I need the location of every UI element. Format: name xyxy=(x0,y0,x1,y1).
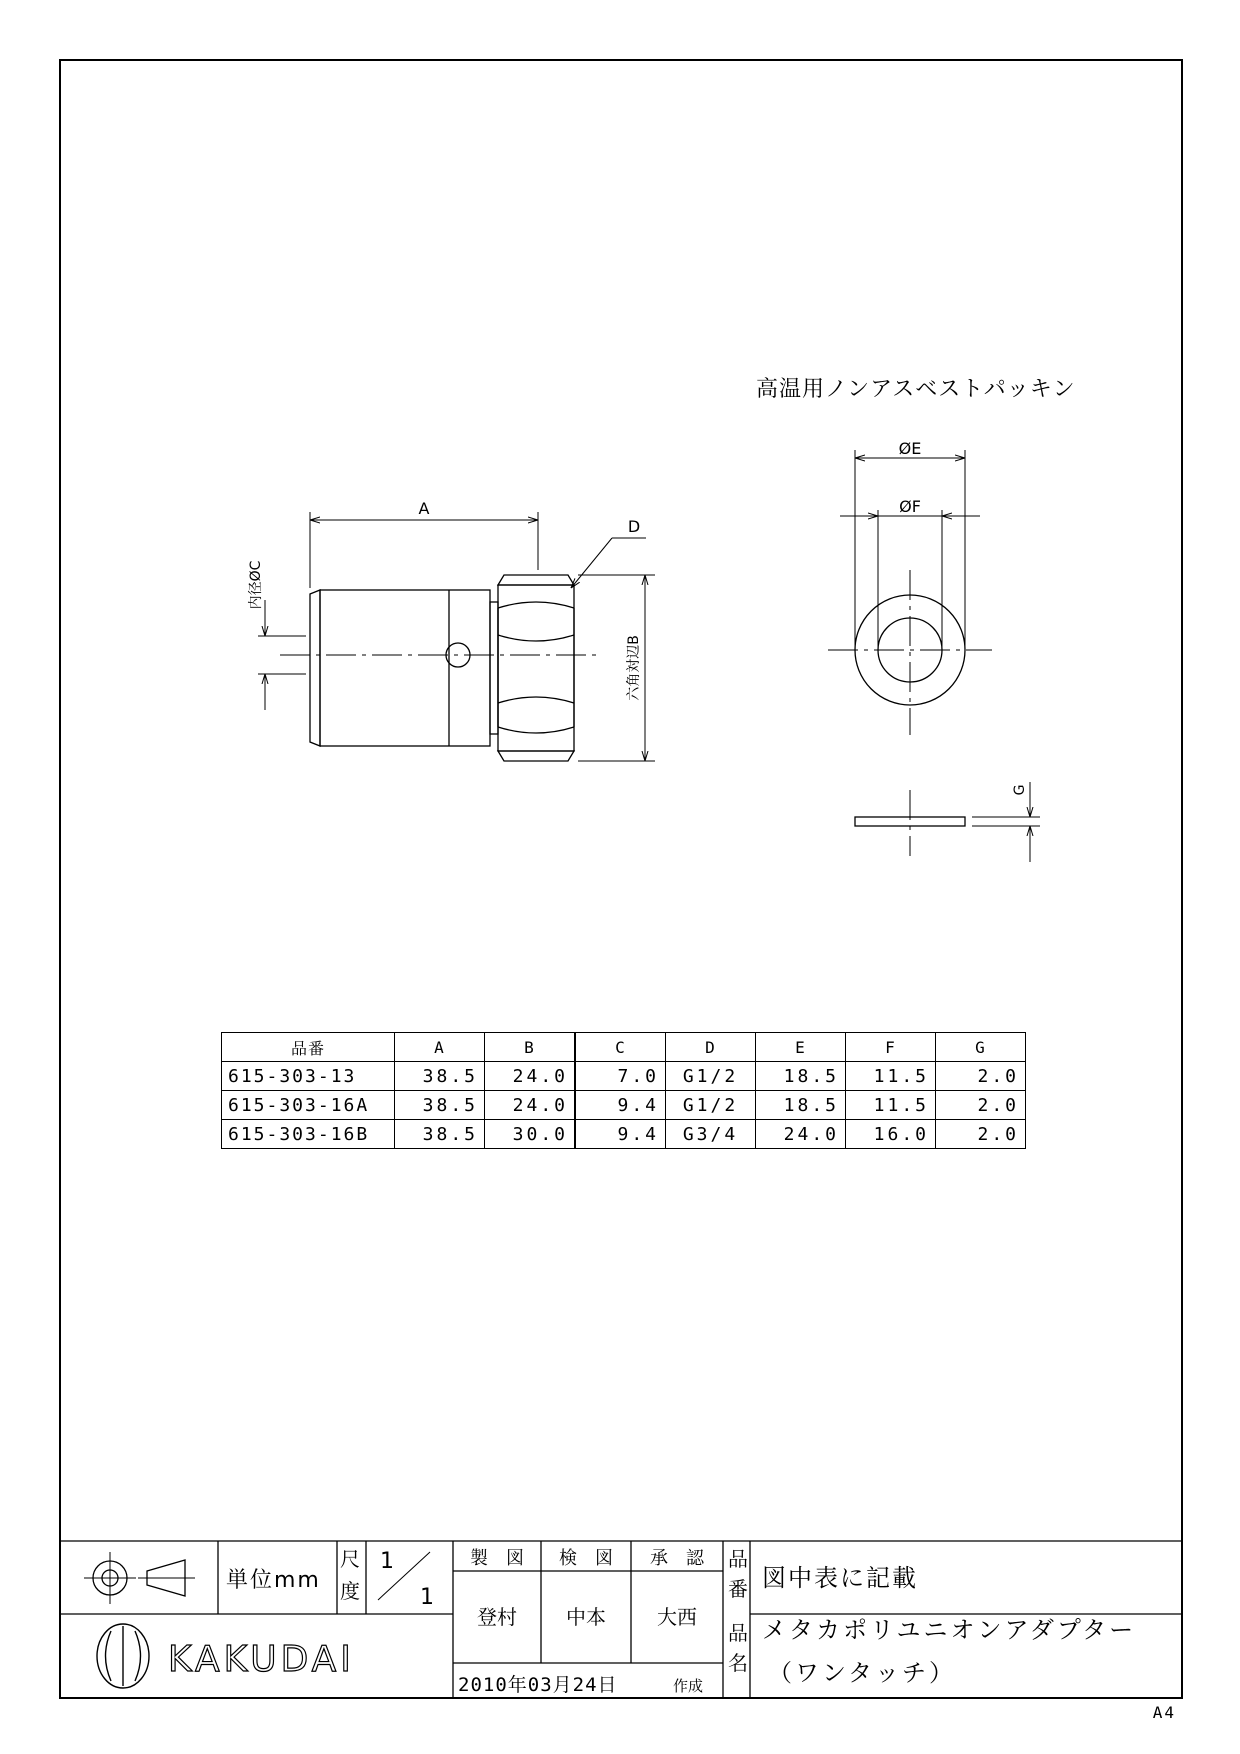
scale-numerator: 1 xyxy=(380,1549,394,1574)
cell-g: 2.0 xyxy=(936,1120,1026,1149)
cell-f: 11.5 xyxy=(846,1091,936,1120)
table-row xyxy=(222,1091,1026,1120)
label-dia-f: ØF xyxy=(899,497,921,516)
cell-e: 24.0 xyxy=(756,1120,846,1149)
drawing-date: 2010年03月24日 xyxy=(458,1674,618,1696)
cell-f: 16.0 xyxy=(846,1120,936,1149)
header-b: B xyxy=(485,1033,576,1062)
cell-d: G3/4 xyxy=(666,1120,756,1149)
header-f: F xyxy=(846,1033,936,1062)
projection-symbol-icon xyxy=(84,1552,195,1604)
cell-g: 2.0 xyxy=(936,1062,1026,1091)
adapter-side-view xyxy=(280,575,600,761)
cell-part-no: 615-303-16A xyxy=(222,1091,395,1120)
drawn-label: 製 図 xyxy=(470,1548,524,1569)
kakudai-logo-icon xyxy=(97,1624,149,1688)
label-d: D xyxy=(627,517,641,536)
cell-a: 38.5 xyxy=(395,1120,485,1149)
cell-c: 9.4 xyxy=(575,1091,666,1120)
drawn-by: 登村 xyxy=(477,1605,517,1629)
approved-label: 承 認 xyxy=(650,1548,704,1569)
cell-part-no: 615-303-16B xyxy=(222,1120,395,1149)
header-g: G xyxy=(936,1033,1026,1062)
header-part-no: 品番 xyxy=(222,1033,395,1062)
checked-label: 検 図 xyxy=(559,1548,613,1569)
header-c: C xyxy=(575,1033,666,1062)
header-d: D xyxy=(666,1033,756,1062)
part-name-label-1: 品 xyxy=(728,1621,748,1645)
scale-label-2: 度 xyxy=(340,1579,360,1603)
cell-a: 38.5 xyxy=(395,1062,485,1091)
created-label: 作成 xyxy=(672,1677,704,1695)
sheet-size: A4 xyxy=(1152,1703,1176,1722)
dimension-b xyxy=(578,575,655,761)
dimension-d-leader xyxy=(571,538,646,588)
cell-f: 11.5 xyxy=(846,1062,936,1091)
label-inner-dia-c: 内径ØC xyxy=(248,560,264,610)
spec-table xyxy=(221,1032,1026,1149)
scale-denominator: 1 xyxy=(420,1585,434,1610)
part-no-value: 図中表に記載 xyxy=(762,1564,918,1592)
brand-wordmark: KAKUDAI xyxy=(168,1639,355,1680)
table-row xyxy=(222,1062,1026,1091)
dimension-a xyxy=(310,512,538,588)
header-e: E xyxy=(756,1033,846,1062)
label-hex-b: 六角対辺B xyxy=(626,635,642,701)
cell-c: 9.4 xyxy=(575,1120,666,1149)
cell-b: 24.0 xyxy=(485,1091,576,1120)
cell-part-no: 615-303-13 xyxy=(222,1062,395,1091)
cell-e: 18.5 xyxy=(756,1091,846,1120)
cell-a: 38.5 xyxy=(395,1091,485,1120)
scale-label-1: 尺 xyxy=(340,1547,360,1571)
header-a: A xyxy=(395,1033,485,1062)
dimension-g xyxy=(972,782,1040,862)
part-name-line2: （ワンタッチ） xyxy=(768,1659,957,1687)
unit-label: 単位mm xyxy=(226,1568,321,1593)
label-dia-e: ØE xyxy=(898,439,922,458)
packing-edge-view xyxy=(855,790,965,856)
approved-by: 大西 xyxy=(657,1605,697,1629)
part-name-label-2: 名 xyxy=(728,1651,748,1675)
cell-b: 30.0 xyxy=(485,1120,576,1149)
cell-d: G1/2 xyxy=(666,1062,756,1091)
cell-c: 7.0 xyxy=(575,1062,666,1091)
packing-front-view xyxy=(828,570,992,735)
packing-note: 高温用ノンアスベストパッキン xyxy=(756,377,1076,402)
cell-g: 2.0 xyxy=(936,1091,1026,1120)
part-name-line1: メタカポリユニオンアダプター xyxy=(762,1616,1137,1644)
cell-b: 24.0 xyxy=(485,1062,576,1091)
label-a: A xyxy=(418,499,430,518)
part-no-label-1: 品 xyxy=(728,1547,748,1571)
label-g: G xyxy=(1012,784,1028,796)
part-no-label-2: 番 xyxy=(728,1577,748,1601)
table-row xyxy=(222,1120,1026,1149)
cell-e: 18.5 xyxy=(756,1062,846,1091)
spec-header-row xyxy=(222,1033,1026,1062)
cell-d: G1/2 xyxy=(666,1091,756,1120)
checked-by: 中本 xyxy=(566,1605,606,1629)
